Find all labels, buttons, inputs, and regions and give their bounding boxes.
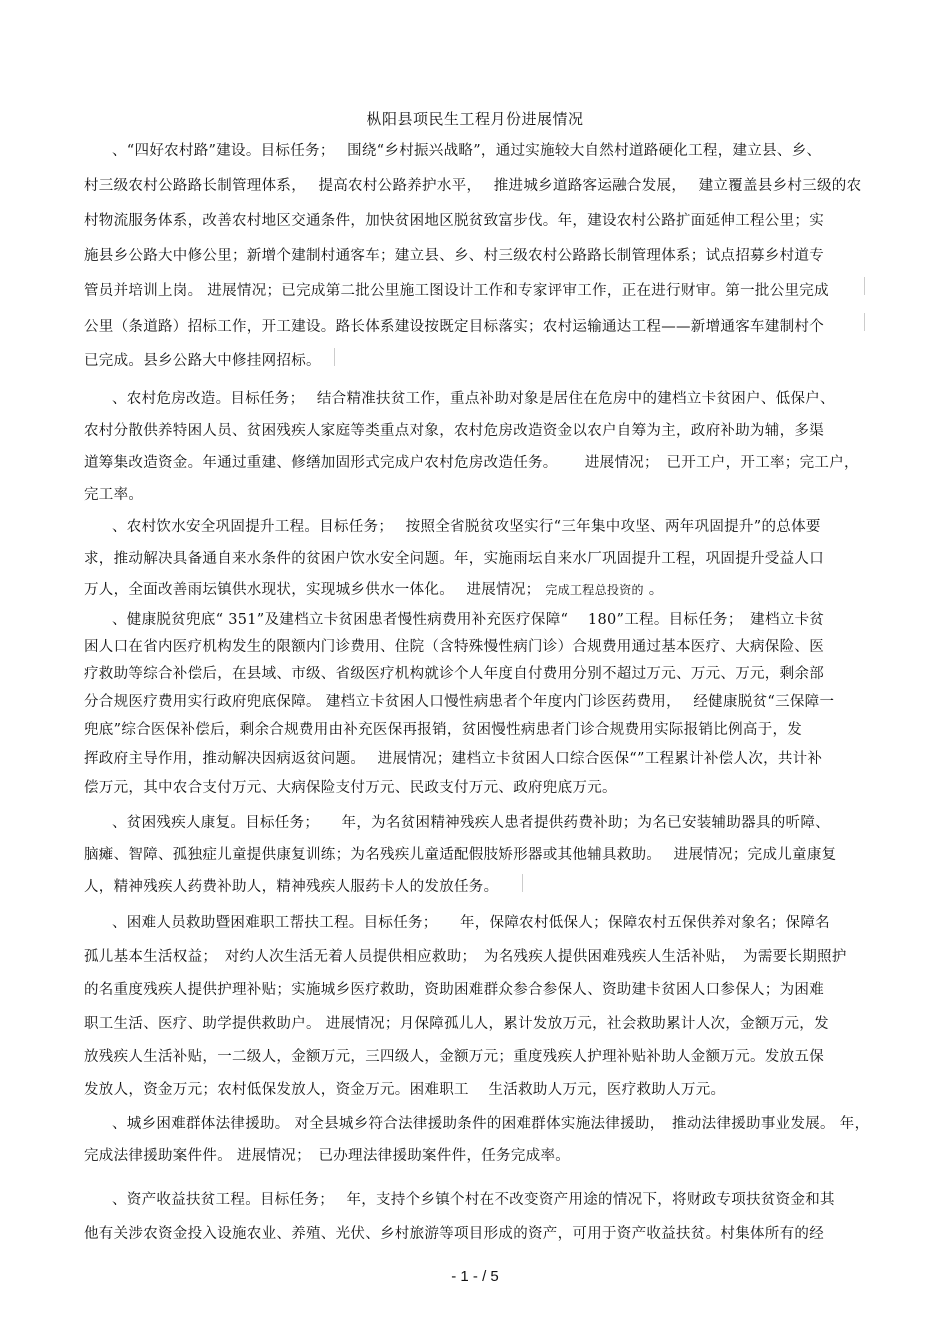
text-line: 管员并培训上岗。 进展情况；已完成第二批公里施工图设计工作和专家评审工作，正在进行财审。第一批公里完成 (84, 283, 829, 299)
text-line (84, 578, 664, 599)
text-line: 职工生活、医疗、助学提供救助户。 进展情况；月保障孤儿人，累计发放万元，社会救助累计人次，金额万元，发 (84, 1016, 829, 1032)
text-line: 兜底”综合医保补偿后，剩余合规费用由补充医保再报销，贫困慢性病患者门诊合规费用实际报销比例高于，发 (84, 722, 803, 738)
text-line: 公里（条道路）招标工作，开工建设。路长体系建设按既定目标落实；农村运输通达工程——新增通客车建制村个 (84, 319, 824, 335)
page-number: - 1 - / 5 (451, 1268, 499, 1285)
text-line: 脑瘫、智障、孤独症儿童提供康复训练；为名残疾儿童适配假肢矫形器或其他辅具救助。 进展情况；完成儿童康复 (84, 847, 837, 863)
text-line: 的名重度残疾人提供护理补贴；实施城乡医疗救助，资助困难群众参合参保人、资助建卡贫困人口参保人；为困难 (84, 982, 824, 998)
page-title: 枞阳县项民生工程月份进展情况 (366, 110, 584, 128)
text-line: 分合规医疗费用实行政府兜底保障。 建档立卡贫困人口慢性病患者个年度内门诊医药费用， 经健康脱贫“三保障一 (84, 694, 835, 710)
text-line: 他有关涉农资金投入设施农业、养殖、光伏、乡村旅游等项目形成的资产，可用于资产收益扶贫。村集体所有的经 (84, 1226, 824, 1242)
text-line: 、困难人员救助暨困难职工帮扶工程。目标任务； 年，保障农村低保人；保障农村五保供养对象名；保障名 (112, 915, 830, 931)
text-line: 疗救助等综合补偿后，在县域、市级、省级医疗机构就诊个人年度自付费用分别不超过万元、万元、万元，剩余部 (84, 666, 824, 682)
small-note-tail: 。 (648, 582, 664, 598)
text-line: 完工率。 (84, 487, 144, 503)
text-line: 、健康脱贫兜底“ 351”及建档立卡贫困患者慢性病费用补充医疗保障“ 180”工程。目标任务； 建档立卡贫 (112, 612, 825, 628)
text-line: 道筹集改造资金。年通过重建、修缮加固形式完成户农村危房改造任务。 进展情况； 已开工户，开工率；完工户， (84, 455, 859, 471)
text-line: 发放人，资金万元；农村低保发放人，资金万元。困难职工 生活救助人万元，医疗救助人万元。 (84, 1082, 726, 1098)
margin-mark (522, 874, 523, 892)
small-note: 完成工程总投资的 (545, 583, 644, 597)
text-line: 求，推动解决具备通自来水条件的贫困户饮水安全问题。年，实施雨坛自来水厂巩固提升工程，巩固提升受益人口 (84, 551, 824, 567)
margin-mark (864, 277, 865, 295)
text-line: 放残疾人生活补贴，一二级人，金额万元，三四级人，金额万元；重度残疾人护理补贴补助人金额万元。发放五保 (84, 1049, 824, 1065)
text-line: 农村分散供养特困人员、贫困残疾人家庭等类重点对象，农村危房改造资金以农户自筹为主，政府补助为辅，多渠 (84, 423, 824, 439)
text-line: 、“四好农村路”建设。目标任务； 围绕“乡村振兴战略”，通过实施较大自然村道路硬化工程，建立县、乡、 (112, 143, 822, 159)
text-line: 困人口在省内医疗机构发生的限额内门诊费用、住院（含特殊慢性病门诊）合规费用通过基本医疗、大病保险、医 (84, 639, 824, 655)
text-segment: 万人，全面改善雨坛镇供水现状，实现城乡供水一体化。 进展情况； (84, 582, 541, 598)
text-line: 孤儿基本生活权益； 对约人次生活无着人员提供相应救助； 为名残疾人提供困难残疾人生活补贴， 为需要长期照护 (84, 949, 847, 965)
text-line: 施县乡公路大中修公里；新增个建制村通客车；建立县、乡、村三级农村公路路长制管理体系；试点招募乡村道专 (84, 248, 824, 264)
text-line: 偿万元，其中农合支付万元、大病保险支付万元、民政支付万元、政府兜底万元。 (84, 780, 617, 796)
text-line: 、城乡困难群体法律援助。 对全县城乡符合法律援助条件的困难群体实施法律援助， 推动法律援助事业发展。 年， (112, 1116, 870, 1132)
text-line: 村物流服务体系，改善农村地区交通条件，加快贫困地区脱贫致富步伐。年，建设农村公路扩面延伸工程公里；实 (84, 213, 824, 229)
text-line: 已完成。县乡公路大中修挂网招标。 (84, 353, 321, 369)
text-line: 、农村饮水安全巩固提升工程。目标任务； 按照全省脱贫攻坚实行“三年集中攻坚、两年巩固提升”的总体要 (112, 519, 821, 535)
text-line: 人，精神残疾人药费补助人，精神残疾人服药卡人的发放任务。 (84, 879, 499, 895)
text-line: 、资产收益扶贫工程。目标任务； 年，支持个乡镇个村在不改变资产用途的情况下，将财政专项扶贫资金和其 (112, 1192, 835, 1208)
text-line: 完成法律援助案件件。 进展情况； 已办理法律援助案件件，任务完成率。 (84, 1148, 571, 1164)
margin-mark (864, 313, 865, 331)
margin-mark (334, 348, 335, 366)
text-line: 、农村危房改造。目标任务； 结合精准扶贫工作，重点补助对象是居住在危房中的建档立卡贫困户、低保户、 (112, 391, 835, 407)
text-line: 挥政府主导作用，推动解决因病返贫问题。 进展情况；建档立卡贫困人口综合医保“”工程累计补偿人次，共计补 (84, 751, 823, 767)
text-line: 、贫困残疾人康复。目标任务； 年，为名贫困精神残疾人患者提供药费补助；为名已安装辅助器具的听障、 (112, 815, 830, 831)
text-line: 村三级农村公路路长制管理体系， 提高农村公路养护水平， 推进城乡道路客运融合发展， 建立覆盖县乡村三级的农 (84, 178, 862, 194)
